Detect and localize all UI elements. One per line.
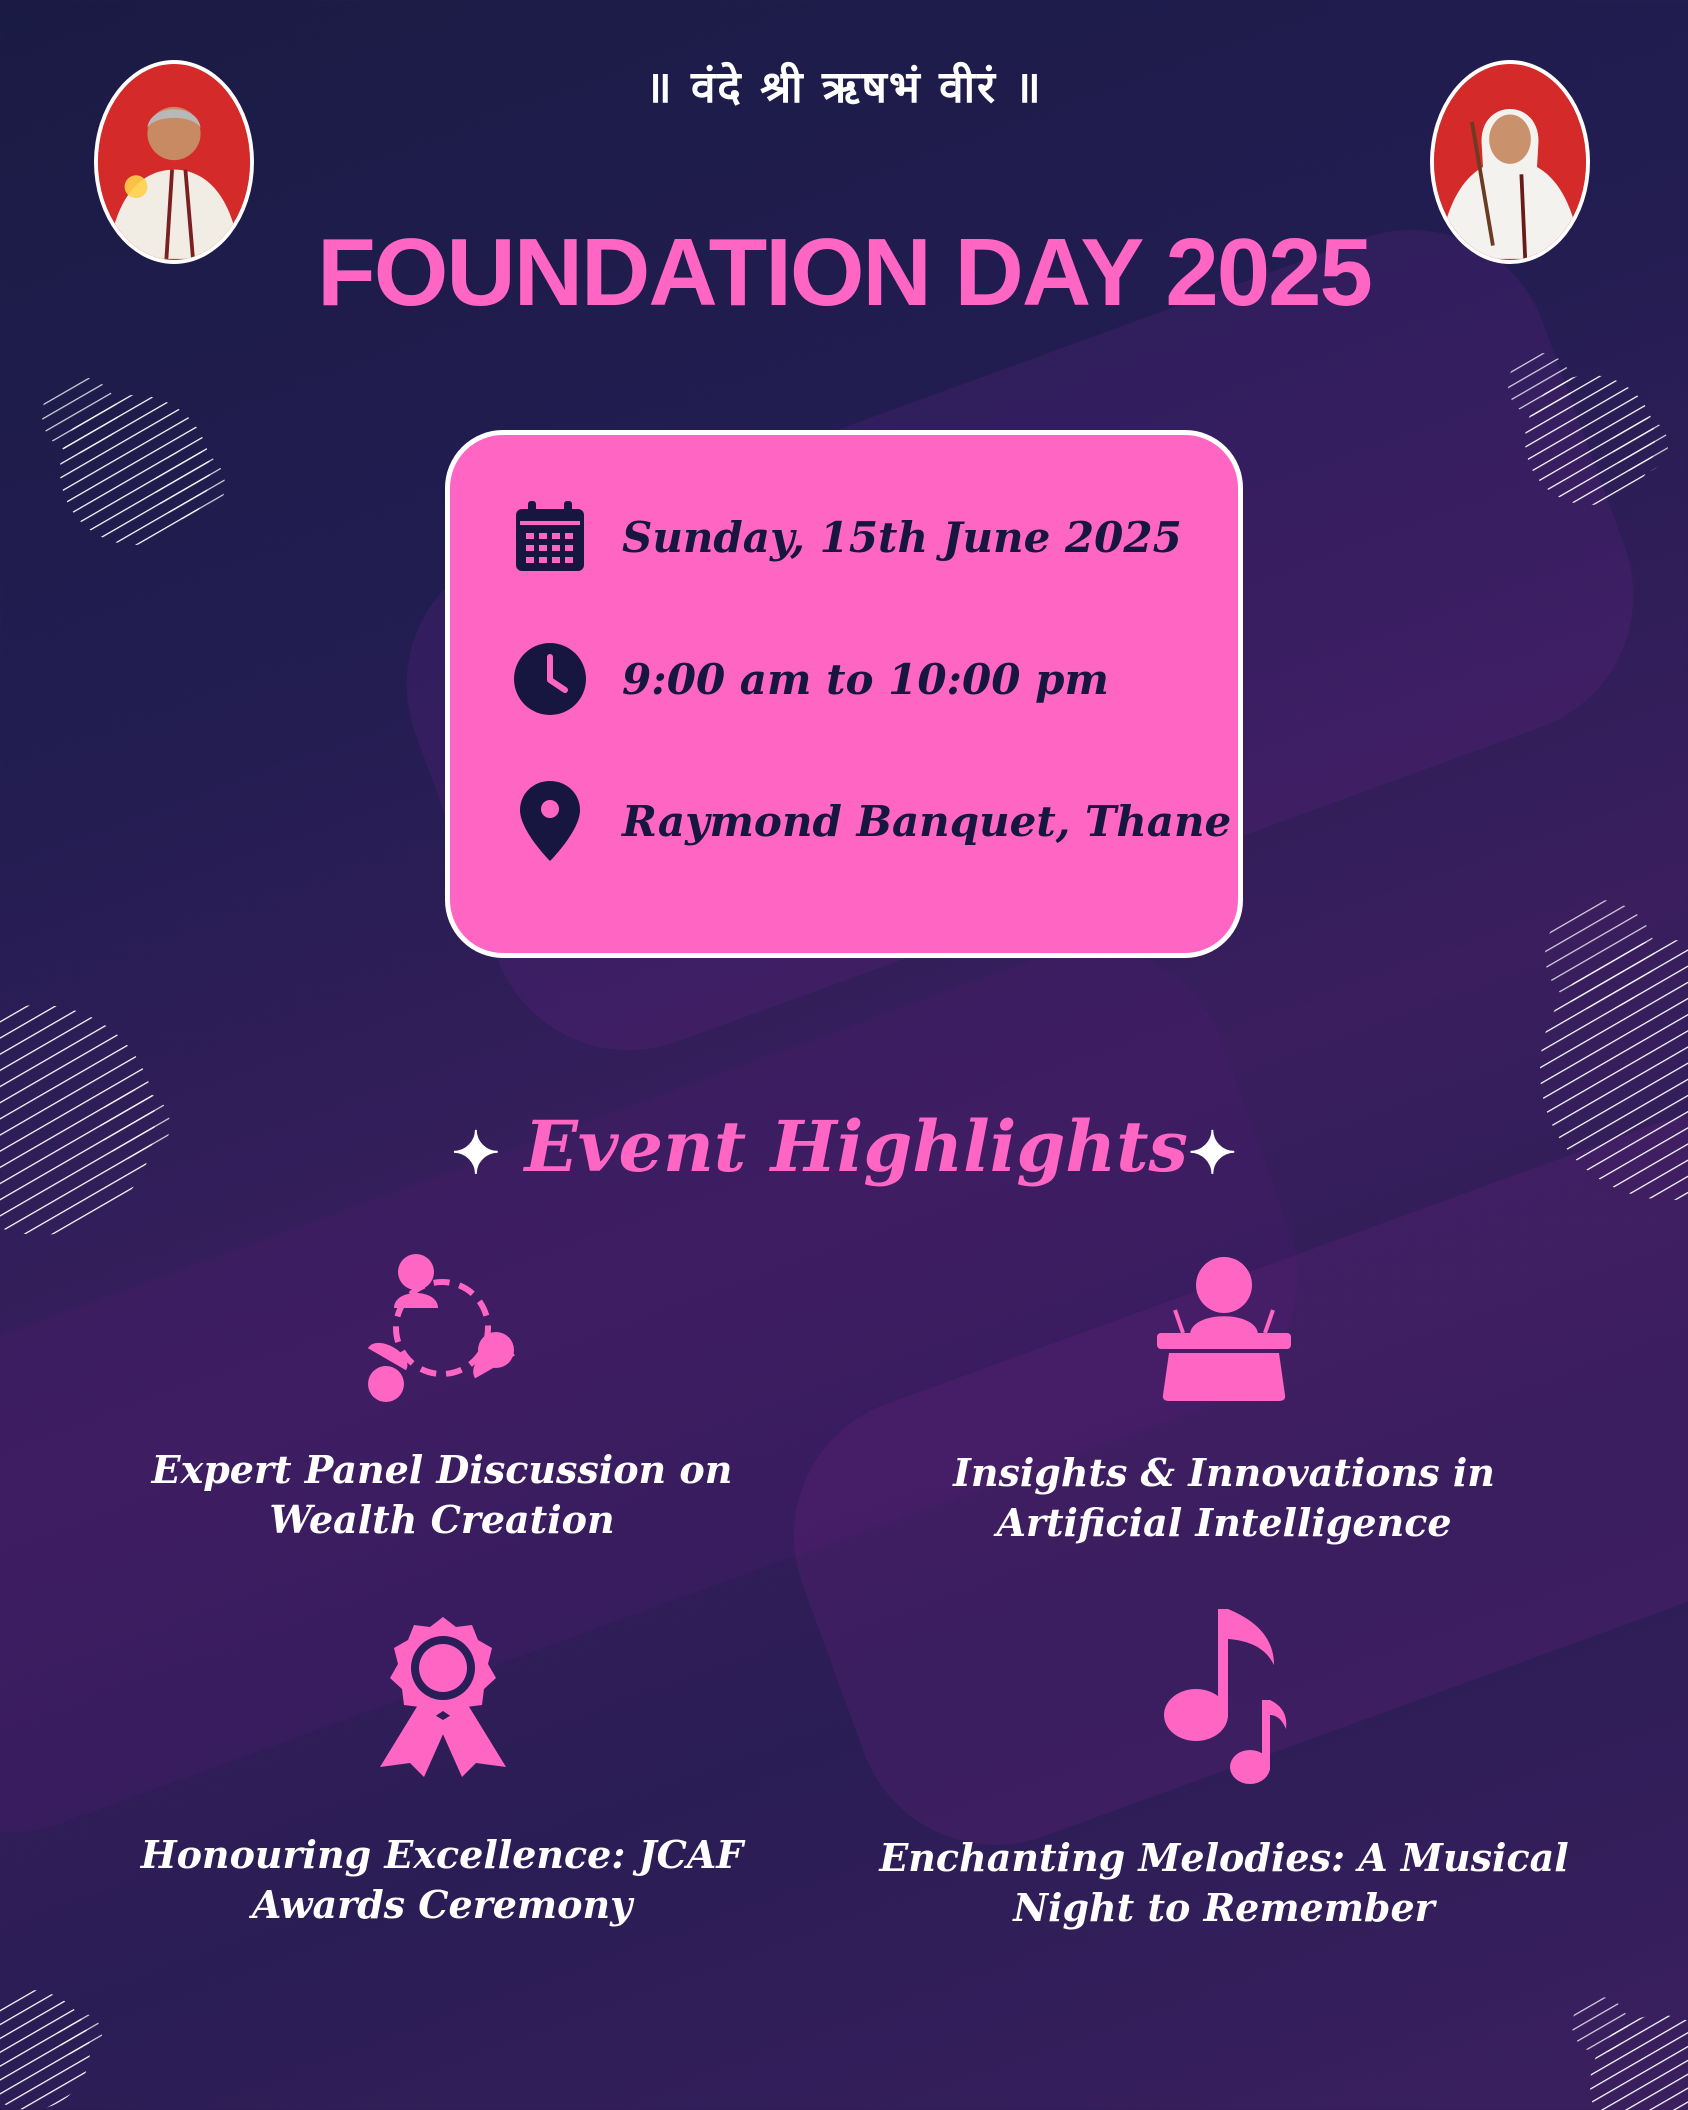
award-ribbon-icon [378,1615,508,1777]
decorative-hatch [1500,350,1670,520]
highlight-panel-discussion: Expert Panel Discussion on Wealth Creation [151,1447,733,1542]
highlights-title: Event Highlights [524,1105,1188,1188]
location-pin-icon [510,781,590,861]
music-notes-icon [1162,1605,1288,1789]
highlights-heading [0,1105,1688,1188]
clock-icon [510,639,590,719]
highlight-musical-night: Enchanting Melodies: A Musical Night to Remember [879,1835,1569,1930]
decorative-hatch [0,1980,110,2110]
event-time: 9:00 am to 10:00 pm [622,654,1109,704]
time-row [510,634,1109,724]
event-title: FOUNDATION DAY 2025 [317,219,1371,326]
highlight-awards-ceremony: Honouring Excellence: JCAF Awards Ceremony [140,1832,744,1927]
decorative-hatch [30,370,230,570]
decorative-hatch [1560,1995,1688,2110]
speaker-podium-icon [1155,1255,1293,1401]
event-date: Sunday, 15th June 2025 [622,512,1182,562]
motto-text: ॥ वंदे श्री ऋषभं वीरं ॥ [645,62,1043,113]
calendar-icon [510,497,590,577]
people-network-icon [364,1250,520,1406]
event-info-card [445,430,1243,958]
sparkle-icon: ✦ [451,1119,501,1187]
event-venue: Raymond Banquet, Thane [622,796,1232,846]
sparkle-icon: ✦ [1187,1119,1237,1187]
date-row [510,492,1182,582]
venue-row [510,776,1231,866]
highlight-ai-insights: Insights & Innovations in Artificial Intelligence [953,1450,1495,1545]
